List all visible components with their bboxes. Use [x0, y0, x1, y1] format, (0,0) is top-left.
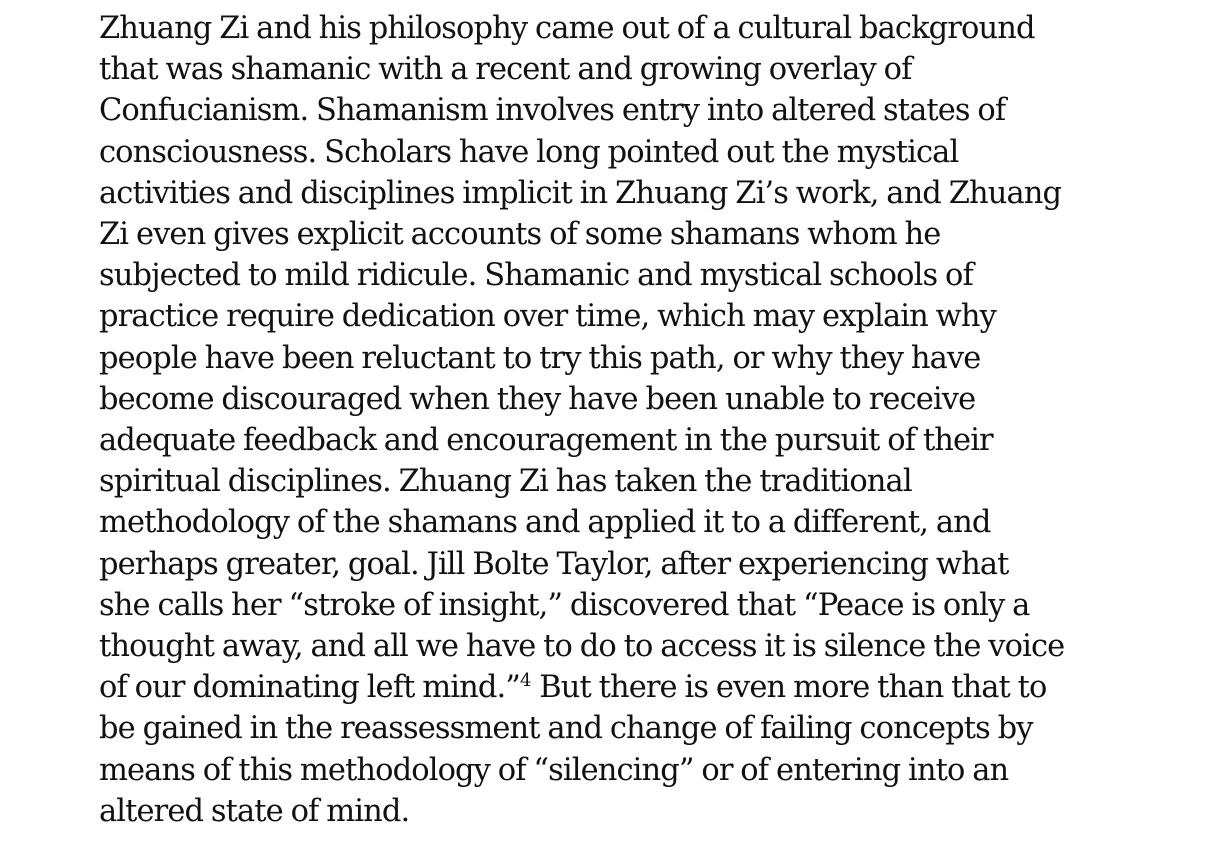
text-segment: of our dominating left mind.”	[99, 670, 520, 706]
text-line: methodology of the shamans and applied it to a different, and	[99, 505, 991, 541]
text-line: spiritual disciplines. Zhuang Zi has taken the traditional	[99, 464, 912, 500]
text-line: that was shamanic with a recent and growing overlay of	[99, 52, 912, 88]
text-line: adequate feedback and encouragement in the pursuit of their	[99, 423, 993, 459]
footnote-reference: 4	[519, 670, 532, 692]
text-line: activities and disciplines implicit in Zhuang Zi’s work, and Zhuang	[99, 175, 1062, 211]
text-line: people have been reluctant to try this path, or why they have	[99, 340, 981, 376]
text-line: perhaps greater, goal. Jill Bolte Taylor, after experiencing what	[99, 546, 1009, 582]
text-line: be gained in the reassessment and change of failing concepts by	[99, 711, 1033, 747]
text-line: altered state of mind.	[99, 793, 410, 829]
text-line: means of this methodology of “silencing” or of entering into an	[99, 752, 1009, 788]
text-line: consciousness. Scholars have long pointed out the mystical	[99, 134, 959, 170]
text-line: Zhuang Zi and his philosophy came out of a cultural background	[99, 11, 1035, 46]
text-line: subjected to mild ridicule. Shamanic and mystical schools of	[99, 258, 973, 294]
text-line: Confucianism. Shamanism involves entry into altered states of	[99, 93, 1006, 129]
text-line: Zi even gives explicit accounts of some shamans whom he	[99, 217, 941, 253]
text-line	[99, 667, 1199, 708]
text-line: practice require dedication over time, which may explain why	[99, 299, 996, 335]
text-line: thought away, and all we have to do to access it is silence the voice	[99, 629, 1065, 665]
text-segment: But there is even more than that to	[531, 670, 1047, 706]
text-line: she calls her “stroke of insight,” discovered that “Peace is only a	[99, 587, 1030, 623]
paragraph	[99, 8, 1199, 832]
text-line: become discouraged when they have been unable to receive	[99, 381, 976, 417]
